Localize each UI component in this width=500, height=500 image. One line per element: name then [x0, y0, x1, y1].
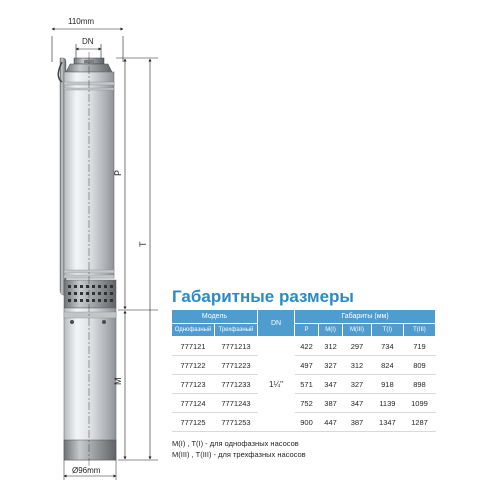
vertical-dimensions	[113, 58, 158, 460]
dn-label: DN	[82, 37, 94, 46]
cell-p: 497	[295, 356, 319, 375]
header-col-miii: M(III)	[343, 324, 372, 337]
diameter-label: Ø96mm	[72, 466, 101, 475]
p-label: P	[113, 169, 123, 176]
cell-miii: 347	[343, 394, 372, 413]
cell-single: 777121	[172, 337, 215, 356]
cell-miii: 297	[343, 337, 372, 356]
cell-miii: 327	[343, 375, 372, 394]
cell-three: 7771213	[215, 337, 258, 356]
table-row	[172, 394, 436, 413]
cell-p: 900	[295, 413, 319, 432]
header-single: Однофазный	[172, 324, 215, 337]
motor-body	[64, 308, 116, 460]
diameter-dimension	[64, 460, 116, 480]
cell-three: 7771253	[215, 413, 258, 432]
cell-tiii: 898	[403, 375, 435, 394]
cell-three: 7771233	[215, 375, 258, 394]
cell-ti: 824	[371, 356, 403, 375]
cell-three: 7771243	[215, 394, 258, 413]
dn-dimension	[76, 37, 101, 60]
cell-miii: 387	[343, 413, 372, 432]
cell-mi: 387	[319, 394, 343, 413]
cell-mi: 327	[319, 356, 343, 375]
cell-single: 777125	[172, 413, 215, 432]
table-row	[172, 413, 436, 432]
cell-ti: 918	[371, 375, 403, 394]
table-row	[172, 356, 436, 375]
cell-single: 777124	[172, 394, 215, 413]
cell-mi: 447	[319, 413, 343, 432]
header-col-tiii: T(III)	[403, 324, 435, 337]
width-label: 110mm	[68, 17, 95, 26]
cell-three: 7771223	[215, 356, 258, 375]
cell-tiii: 809	[403, 356, 435, 375]
cell-p: 571	[295, 375, 319, 394]
cell-tiii: 1099	[403, 394, 435, 413]
motor-base	[64, 440, 116, 460]
cell-tiii: 719	[403, 337, 435, 356]
note-three-phase: M(III) , T(III) - для трехфазных насосов	[172, 450, 306, 459]
cell-dn: 1¼"	[258, 337, 295, 432]
header-model: Модель	[172, 310, 258, 324]
header-col-ti: T(I)	[371, 324, 403, 337]
cell-single: 777122	[172, 356, 215, 375]
header-three: Трехфазный	[215, 324, 258, 337]
header-col-mi: M(I)	[319, 324, 343, 337]
header-col-p: P	[295, 324, 319, 337]
cell-p: 752	[295, 394, 319, 413]
section-title: Габаритные размеры	[172, 287, 354, 306]
cell-tiii: 1287	[403, 413, 435, 432]
cell-mi: 347	[319, 375, 343, 394]
header-dn: DN	[258, 310, 295, 337]
cell-miii: 312	[343, 356, 372, 375]
t-label: T	[138, 241, 148, 247]
m-label: M	[113, 377, 123, 385]
table-row	[172, 375, 436, 394]
header-dims: Габариты (мм)	[295, 310, 436, 324]
notes	[172, 438, 306, 460]
cell-single: 777123	[172, 375, 215, 394]
cell-p: 422	[295, 337, 319, 356]
dimensions-table	[171, 309, 436, 432]
cell-ti: 1139	[371, 394, 403, 413]
table-row	[172, 337, 436, 356]
cell-ti: 734	[371, 337, 403, 356]
cell-ti: 1347	[371, 413, 403, 432]
note-single-phase: M(I) , T(I) - для однофазных насосов	[172, 439, 299, 448]
inlet-screen	[64, 280, 116, 308]
cell-mi: 312	[319, 337, 343, 356]
